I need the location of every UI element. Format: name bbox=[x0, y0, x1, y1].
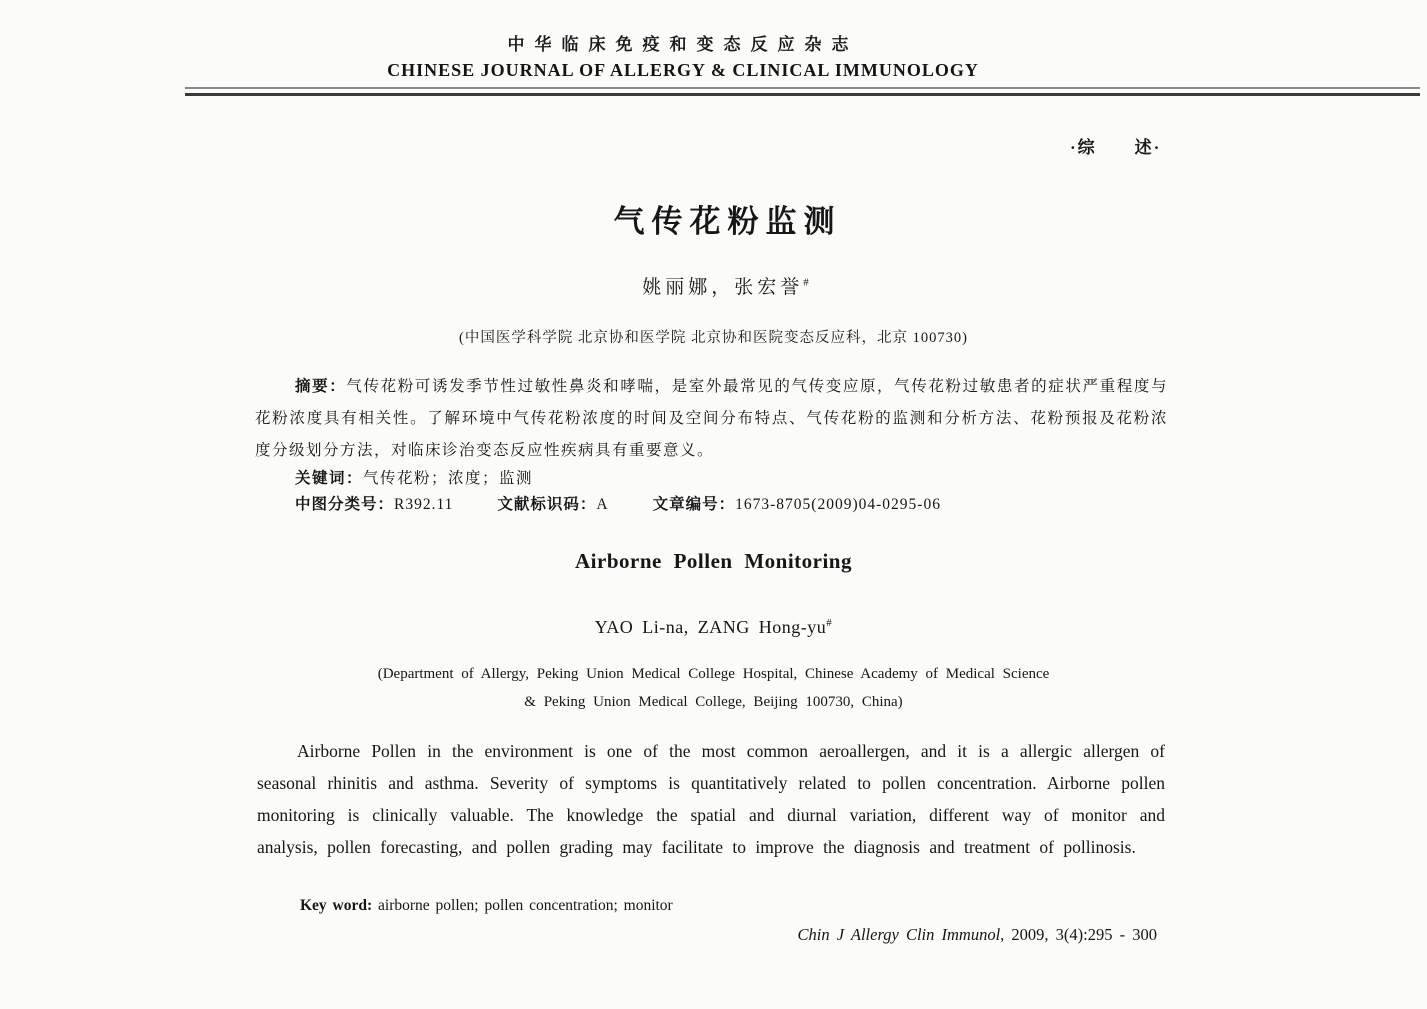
authors-zh-superscript: # bbox=[803, 276, 813, 289]
affiliation-en-line1: (Department of Allergy, Peking Union Medical College Hospital, Chinese Academy of Medical Science bbox=[377, 666, 1050, 682]
affiliation-en-line2: & Peking Union Medical College, Beijing 100730, China) bbox=[524, 694, 903, 710]
article-meta-line bbox=[295, 492, 941, 514]
article-id-value: 1673-8705(2009)04-0295-06 bbox=[735, 496, 941, 513]
citation-rest: , 2009, 3(4):295 - 300 bbox=[1000, 925, 1157, 944]
article-title-zh: 气传花粉监测 bbox=[613, 204, 842, 239]
header-double-rule bbox=[185, 87, 1420, 96]
doc-code-label: 文献标识码： bbox=[497, 496, 597, 513]
keywords-zh-text: 气传花粉；浓度；监测 bbox=[363, 470, 534, 487]
keywords-zh-label: 关键词： bbox=[295, 470, 364, 487]
abstract-zh-label: 摘要： bbox=[295, 378, 347, 395]
article-title-en: Airborne Pollen Monitoring bbox=[575, 549, 852, 573]
authors-zh bbox=[14, 272, 1427, 299]
abstract-zh-text: 气传花粉可诱发季节性过敏性鼻炎和哮喘，是室外最常见的气传变应原，气传花粉过敏患者的症状严重程度与花粉浓度具有相关性。了解环境中气传花粉浓度的时间及空间分布特点、气传花粉的监测和分析方法、花粉预报及花粉浓度分级划分方法，对临床诊治变态反应性疾病具有重要意义。 bbox=[255, 378, 1168, 459]
authors-zh-names: 姚丽娜，张宏誉 bbox=[642, 277, 804, 298]
citation-line bbox=[255, 925, 1157, 945]
keyword-en-label: Key word: bbox=[300, 897, 373, 914]
authors-en-superscript: # bbox=[826, 617, 833, 629]
abstract-en: Airborne Pollen in the environment is one of the most common aeroallergen, and it is a allergic allergen of seasonal rhinitis and asthma. Severity of symptoms is quantitatively related to pollen concentration. Airborne pollen monitoring is clinically valuable. The knowledge the spatial and diurnal variation, different way of monitor and analysis, pollen forecasting, and pollen grading may facilitate to improve the diagnosis and treatment of pollinosis. bbox=[257, 741, 1165, 857]
abstract-zh bbox=[255, 371, 1168, 467]
keyword-en bbox=[300, 897, 673, 915]
authors-en-names: YAO Li-na, ZANG Hong-yu bbox=[594, 617, 827, 637]
clc-value: R392.11 bbox=[394, 496, 454, 513]
journal-title-en: CHINESE JOURNAL OF ALLERGY & CLINICAL IMMUNOLOGY bbox=[387, 60, 979, 80]
keywords-zh bbox=[295, 466, 533, 488]
doc-code-value: A bbox=[596, 496, 609, 513]
article-id-label: 文章编号： bbox=[652, 496, 736, 513]
section-label-review: ·综 述· bbox=[1070, 138, 1162, 157]
citation-journal-name: Chin J Allergy Clin Immunol bbox=[797, 925, 1001, 944]
keyword-en-text: airborne pollen; pollen concentration; monitor bbox=[372, 897, 673, 914]
authors-en bbox=[0, 617, 1427, 638]
clc-label: 中图分类号： bbox=[295, 496, 395, 513]
journal-title-zh: 中华临床免疫和变态反应杂志 bbox=[507, 35, 859, 54]
affiliation-zh: (中国医学科学院 北京协和医学院 北京协和医院变态反应科，北京 100730) bbox=[458, 330, 969, 346]
